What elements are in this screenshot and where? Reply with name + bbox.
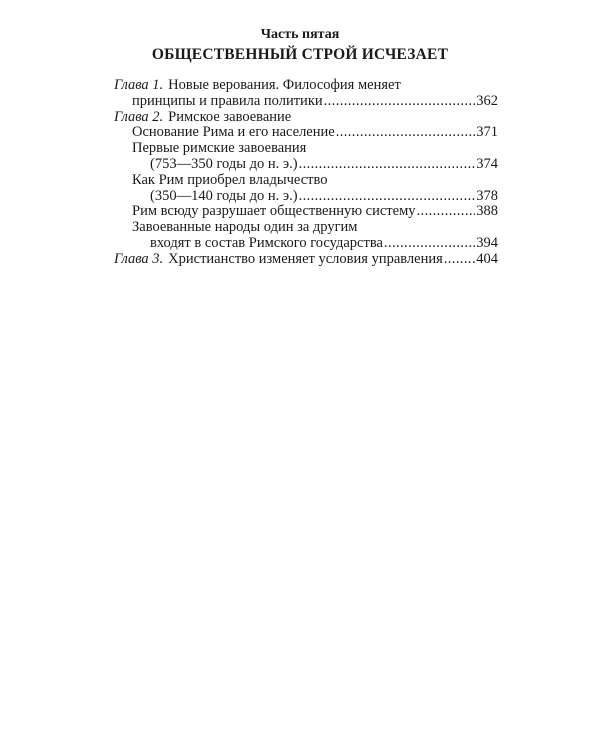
section-2-title-part-2: (753—350 годы до н. э.) [150,155,298,172]
section-5-page: 394 [476,234,498,251]
chapter-1-page: 362 [476,92,498,109]
table-of-contents [114,78,498,268]
section-5-title-part-1: Завоеванные народы один за другим [132,219,358,236]
toc-section-5-line-1 [114,220,498,236]
section-1-page: 371 [476,124,498,141]
chapter-3-page: 404 [476,250,498,267]
dot-leader [336,125,476,141]
part-title: ОБЩЕСТВЕННЫЙ СТРОЙ ИСЧЕЗАЕТ [151,46,449,63]
toc-section-2-line-2 [114,157,498,173]
toc-section-1 [114,125,498,141]
dot-leader [299,157,476,173]
toc-section-5-line-2 [114,236,498,252]
toc-chapter-3 [114,252,498,268]
section-2-title-part-1: Первые римские завоевания [132,140,307,157]
chapter-1-label: Глава 1. [114,77,164,93]
chapter-2-label: Глава 2. [114,108,164,125]
toc-section-3-line-2 [114,189,498,205]
toc-chapter-1-line-2 [114,94,498,110]
section-4-page: 388 [476,203,498,220]
toc-chapter-2 [114,110,498,126]
toc-chapter-1-line-1 [114,78,498,94]
chapter-1-title-part-1: Новые верования. Философия меняет [168,77,401,93]
chapter-3-label: Глава 3. [114,250,164,267]
section-3-title-part-1: Как Рим приобрел владычество [132,171,328,188]
section-5-title-part-2: входят в состав Римского государства [150,234,383,251]
chapter-2-title: Римское завоевание [168,108,292,125]
toc-section-2-line-1 [114,141,498,157]
toc-section-4 [114,204,498,220]
dot-leader [444,252,475,268]
section-1-title: Основание Рима и его население [132,124,335,141]
dot-leader [384,236,475,252]
chapter-1-title-part-2: принципы и правила политики [132,92,323,109]
part-label: Часть пятая [260,27,340,42]
chapter-3-title: Христианство изменяет условия управления [168,250,443,267]
dot-leader [324,94,476,110]
section-2-page: 374 [476,155,498,172]
section-3-page: 378 [476,187,498,204]
dot-leader [299,189,476,205]
section-4-title: Рим всюду разрушает общественную систему [132,203,416,220]
dot-leader [417,204,476,220]
section-3-title-part-2: (350—140 годы до н. э.) [150,187,298,204]
toc-section-3-line-1 [114,173,498,189]
